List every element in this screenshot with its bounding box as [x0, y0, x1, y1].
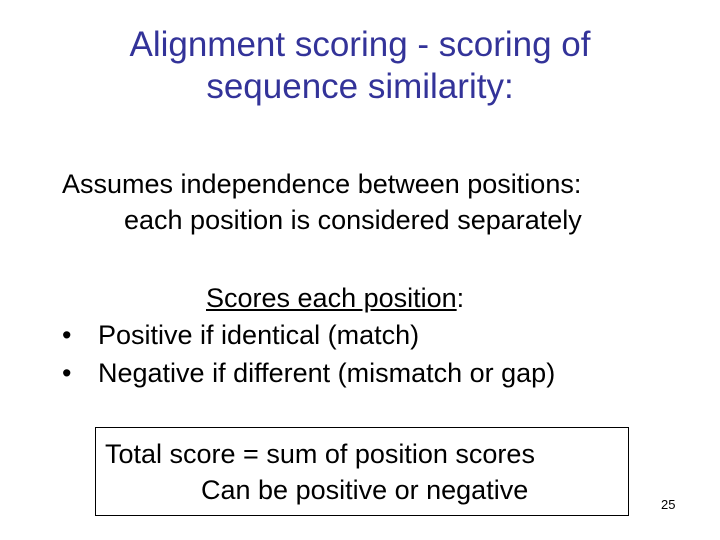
total-score-box: [95, 427, 629, 516]
intro-paragraph: [62, 166, 582, 238]
slide-title-line-1: Alignment scoring - scoring of: [129, 25, 591, 64]
scores-heading-text: Scores each position: [206, 283, 457, 313]
scores-bullet-list: [62, 316, 555, 392]
intro-line-2: each position is considered separately: [124, 205, 582, 235]
bullet-icon: •: [62, 320, 72, 350]
slide-title-line-2: sequence similarity:: [206, 67, 514, 106]
scores-heading: [206, 281, 464, 315]
intro-line-1: Assumes independence between positions:: [62, 169, 582, 199]
bullet-text: Positive if identical (match): [98, 320, 420, 350]
total-score-line-1: Total score = sum of position scores: [105, 439, 535, 469]
slide-title: [0, 24, 720, 108]
page-number: 25: [661, 497, 676, 512]
list-item: [62, 316, 555, 354]
list-item: [62, 354, 555, 392]
bullet-text: Negative if different (mismatch or gap): [98, 358, 556, 388]
scores-heading-colon: :: [456, 283, 465, 313]
total-score-line-2: Can be positive or negative: [201, 475, 529, 505]
bullet-icon: •: [62, 358, 72, 388]
